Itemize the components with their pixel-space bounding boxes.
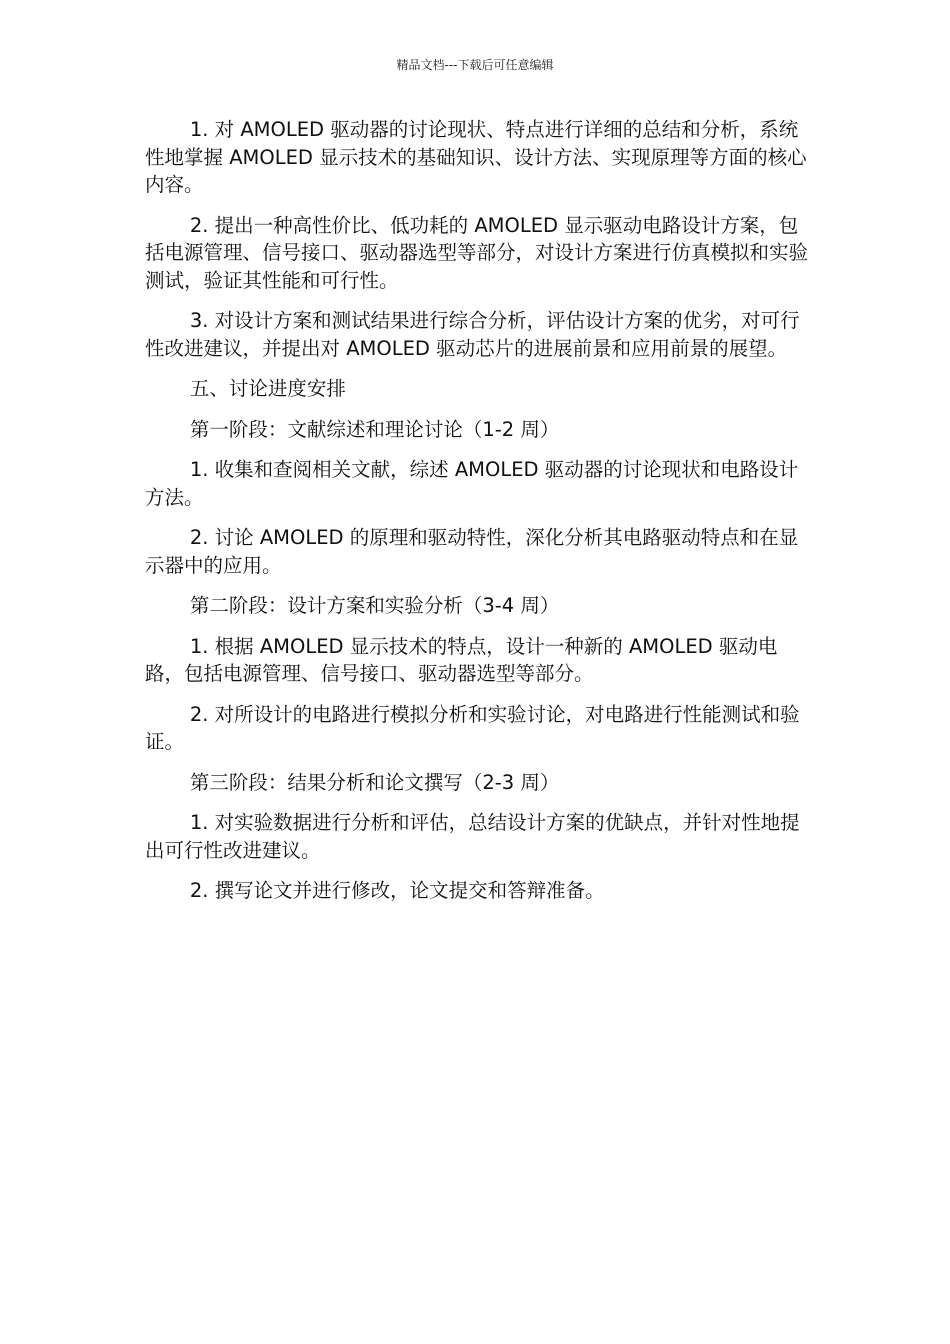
phase-2-item-2: 2. 对所设计的电路进行模拟分析和实验讨论，对电路进行性能测试和验证。 (145, 702, 800, 753)
phase-2-item-1: 1. 根据 AMOLED 显示技术的特点，设计一种新的 AMOLED 驱动电路，包括电源管理、信号接口、驱动器选型等部分。 (145, 634, 778, 685)
phase-1-item-1: 1. 收集和查阅相关文献，综述 AMOLED 驱动器的讨论现状和电路设计方法。 (145, 458, 799, 509)
document-body (145, 116, 810, 918)
paragraph-objective-1: 1. 对 AMOLED 驱动器的讨论现状、特点进行详细的总结和分析，系统性地掌握 AMOLED 显示技术的基础知识、设计方法、实现原理等方面的核心内容。 (145, 118, 807, 196)
page-header: 精品文档---下载后可任意编辑 (396, 58, 554, 72)
phase-1-item-2: 2. 讨论 AMOLED 的原理和驱动特性，深化分析其电路驱动特点和在显示器中的应用。 (145, 526, 799, 577)
phase-3-item-1: 1. 对实验数据进行分析和评估，总结设计方案的优缺点，并针对性地提出可行性改进建议。 (145, 811, 800, 862)
section-heading-schedule: 五、讨论进度安排 (189, 377, 346, 400)
phase-3-item-2: 2. 撰写论文并进行修改，论文提交和答辩准备。 (189, 879, 605, 902)
paragraph-objective-3: 3. 对设计方案和测试结果进行综合分析，评估设计方案的优劣，对可行性改进建议，并提出对 AMOLED 驱动芯片的进展前景和应用前景的展望。 (145, 309, 800, 360)
phase-3-heading: 第三阶段：结果分析和论文撰写（2-3 周） (189, 770, 560, 794)
phase-1-heading: 第一阶段：文献综述和理论讨论（1-2 周） (189, 417, 560, 441)
paragraph-objective-2: 2. 提出一种高性价比、低功耗的 AMOLED 显示驱动电路设计方案，包括电源管理、信号接口、驱动器选型等部分，对设计方案进行仿真模拟和实验测试，验证其性能和可行性。 (145, 213, 809, 292)
phase-2-heading: 第二阶段：设计方案和实验分析（3-4 周） (189, 594, 560, 617)
